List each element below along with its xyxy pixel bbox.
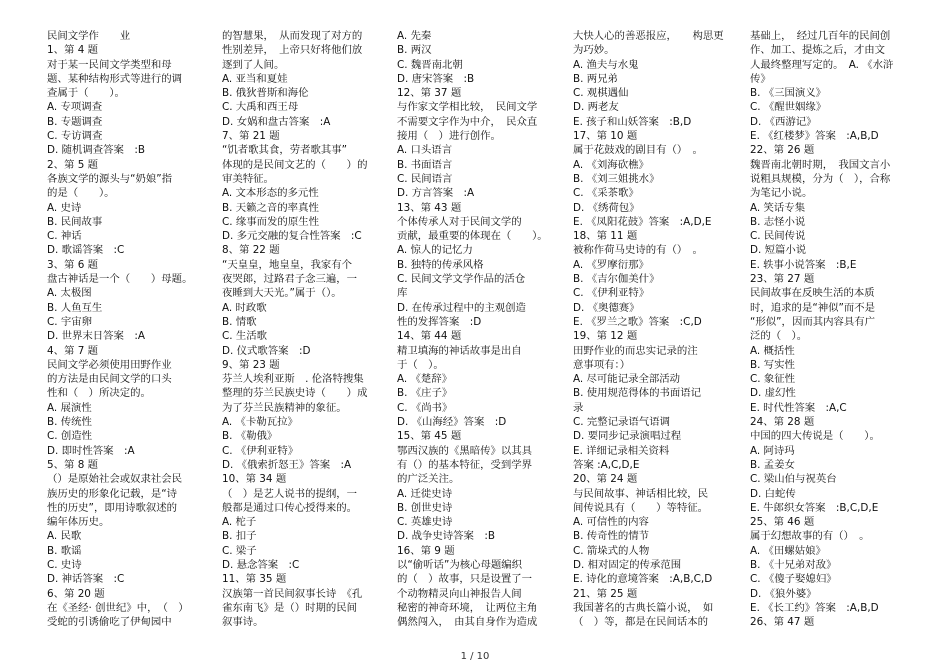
text-line: C. 《伊利亚特》 [222,444,299,457]
text-line: E. 牛郎织女答案 :B,C,D,E [750,501,879,514]
text-line: C. 神话 [47,230,82,243]
text-line: C. 《采茶歌》 [573,187,639,200]
text-line: 雀东南飞》是（）时期的民间 [222,601,358,614]
text-line: 1、第 4 题 [47,44,98,57]
text-line: 夜哭郎，过路君子念三遍，一 [222,273,358,286]
text-line: 查属于（ ）。 [47,87,125,100]
text-line: 19、第 12 题 [573,330,638,343]
text-line: C. 民间语言 [397,172,453,185]
text-line: B. 孟姜女 [750,458,795,471]
text-line: 11、第 35 题 [222,573,287,586]
text-line: B. 书面语言 [397,158,453,171]
text-line: B. 人鱼互生 [47,301,103,314]
text-line: 个体传承人对于民间文学的 [397,215,522,228]
text-line: A. 渔夫与水鬼 [573,58,639,71]
text-line: （ ）是艺人说书的提纲，一 [222,487,358,500]
text-line: 各族文学的源头与“奶娘”指 [47,172,173,185]
text-line: 6、第 20 题 [47,587,105,600]
text-line: 夜睡到大天光。”属于（）。 [222,287,342,300]
text-line: A. 可信性的内容 [573,516,649,529]
text-line: 逐到了人间。 [222,58,285,71]
text-line: D. 方言答案 :A [397,187,475,200]
text-line: E. 详细记录相关资料 [573,444,670,457]
text-line: 21、第 25 题 [573,587,638,600]
text-line: 间传说具有（ ）等特征。 [573,501,709,514]
text-line: D. 歌谣答案 :C [47,244,125,257]
text-line: B. 《十兄弟对敌》 [750,558,837,571]
text-line: A. 《楚辞》 [397,373,453,386]
text-line: 4、第 7 题 [47,344,98,357]
text-line: B. 两汉 [397,44,432,57]
text-line: B. 传统性 [47,416,92,429]
text-line: 的广泛关注。 [397,473,460,486]
text-line: 作、加工、提炼之后，才由文 [750,44,886,57]
text-line: （ ）等，都是在民间话本的 [573,616,709,629]
text-line: 编年体历史。 [47,516,110,529]
text-line: 22、第 26 题 [750,144,815,157]
text-line: C. 史诗 [47,558,82,571]
text-line: D. 在传承过程中的主观创造 [397,301,526,314]
text-line: 魏晋南北朝时期， 我国文言小 [750,158,891,171]
text-line: A. 亚当和夏娃 [222,72,288,85]
text-line: 于（ ）。 [397,358,444,371]
text-line: E. 《罗兰之歌》答案 :C,D [573,315,702,328]
text-line: 的是（ ）。 [47,187,115,200]
text-line: 性和（ ）所决定的。 [47,387,151,400]
text-line: C. 民间文学文学作品的活仓 [397,273,526,286]
text-line: 3、第 6 题 [47,258,98,271]
text-line: C. 《醒世姻缘》 [750,101,827,114]
text-line: B. 专题调查 [47,115,103,128]
text-line: A. 《卡勒瓦拉》 [222,416,298,429]
text-line: C. 缘事而发的原生性 [222,215,319,228]
text-line: 2、第 5 题 [47,158,98,171]
text-line: 17、第 10 题 [573,130,638,143]
text-line: 18、第 11 题 [573,230,638,243]
text-line: 15、第 45 题 [397,430,462,443]
text-line: 23、第 27 题 [750,273,815,286]
page-number: 1 / 10 [460,651,490,662]
text-line: 时，追求的是“神似”而不是 [750,301,876,314]
text-line: E. 时代性答案 :A,C [750,401,847,414]
text-line: 泛的（ ）。 [750,330,808,343]
text-line: C. 梁子 [222,544,257,557]
text-line: C. 生活歌 [222,330,268,343]
text-line: 的方法是由民间文学的口头 [47,373,172,386]
text-line: C. 完整记录语气语调 [573,416,670,429]
text-line: A. 惊人的记忆力 [397,244,473,257]
text-line: 7、第 21 题 [222,130,280,143]
text-line: C. 魏晋南北朝 [397,58,463,71]
text-line: 大快人心的善恶报应， 构思更 [573,30,724,42]
text-line: 叙事诗。 [222,616,264,629]
text-line: 秘密的神奇环境， 让两位主角 [397,601,538,614]
text-line: C. 《傻子娶媳妇》 [750,573,837,586]
text-line: D. 世界末日答案 :A [47,330,145,343]
text-line: 答案 :A,C,D,E [573,458,640,471]
text-line: D. 虚幻性 [750,387,796,400]
text-line: A. 专项调查 [47,101,103,114]
text-line: B. 情歌 [222,315,257,328]
text-line: E. 轶事小说答案 :B,E [750,258,857,271]
text-line: 性的历史”，即用诗歌叙述的 [47,501,178,514]
text-line: A. 口头语言 [397,144,453,157]
text-line: 的智慧果， 从而发现了对方的 [222,30,363,42]
text-line: D. 多元交融的复合性答案 :C [222,230,362,243]
text-line: E. 《凤阳花鼓》答案 :A,D,E [573,215,712,228]
text-line: 录 [573,401,584,414]
text-line: 基础上， 经过几百年的民间创 [750,30,891,42]
text-column-3 [397,29,563,629]
text-line: B. 使用规范得体的书面语记 [573,387,702,400]
text-line: 盘古神话是一个（ ）母题。 [47,273,193,286]
text-line: “形似”，因而其内容具有广 [750,315,876,328]
text-line: 不需要文字作为中介， 民众直 [397,115,538,128]
text-line: D. 随机调查答案 :B [47,144,145,157]
text-line: 5、第 8 题 [47,458,98,471]
text-line: B. 扣子 [222,530,257,543]
text-line: B. 民间故事 [47,215,103,228]
text-line: A. 《田螺姑娘》 [750,544,826,557]
text-line: D. 短篇小说 [750,244,807,257]
text-line: A. 史诗 [47,201,82,214]
text-line: D. 悬念答案 :C [222,558,300,571]
text-line: B. 歌谣 [47,544,82,557]
text-line: 为巧妙。 [573,44,615,57]
text-line: A. 迁徙史诗 [397,487,453,500]
text-line: 说粗具规模，分为（ ），合称 [750,172,891,185]
text-line: D. 《狼外婆》 [750,587,817,600]
text-line: “饥者歌其食，劳者歌其事” [222,144,348,157]
text-line: 在《圣经· 创世纪》中， （ ） [47,601,189,614]
text-line: 偶然闯入， 由其自身作为造成 [397,616,538,629]
text-line: C. 宇宙卵 [47,315,93,328]
text-line: C. 《尚书》 [397,401,453,414]
text-line: 中国的四大传说是（ ）。 [750,430,880,443]
text-line: 族历史的形象化记载，是“诗 [47,487,178,500]
text-line: B. 写实性 [750,358,795,371]
text-line: D. 《绣荷包》 [573,201,640,214]
text-line: A. 时政歌 [222,301,267,314]
text-line: 库 [397,287,408,300]
text-line: 16、第 9 题 [397,544,455,557]
text-line: B. 天籁之音的率真性 [222,201,319,214]
text-line: A. 太极图 [47,287,92,300]
text-line: 26、第 47 题 [750,616,815,629]
text-line: A. 阿诗玛 [750,444,795,457]
text-line: C. 梁山伯与祝英台 [750,473,837,486]
text-line: 与民间故事、神话相比较，民 [573,487,709,500]
text-line: 20、第 24 题 [573,473,638,486]
text-line: A. 概括性 [750,344,795,357]
text-column-4 [573,29,739,629]
text-line: D. 《西游记》 [750,115,817,128]
text-line: C. 创造性 [47,430,93,443]
text-line: B. 两兄弟 [573,72,618,85]
text-line: E. 《长工约》答案 :A,B,D [750,601,879,614]
text-line: 民间文学作 业 [47,30,131,42]
text-line: 贡献，最重要的体现在（ ）。 [397,230,548,243]
text-line: E. 《红楼梦》答案 :A,B,D [750,130,879,143]
text-line: 整理的芬兰民族史诗（ ）成 [222,387,368,400]
text-column-1 [47,29,213,629]
text-line: 芬兰人埃利亚斯 . 伦洛特搜集 [222,373,364,386]
text-line: 汉族第一首民间叙事长诗 《孔 [222,587,363,600]
text-line: A. 笑话专集 [750,201,806,214]
text-line: A. 先秦 [397,30,432,42]
text-line: B. 《刘三姐挑水》 [573,172,660,185]
text-line: 为笔记小说。 [750,187,813,200]
text-line: D. 相对固定的传承范围 [573,558,682,571]
text-line: 属于花鼓戏的剧目有（） 。 [573,144,703,157]
text-line: 14、第 44 题 [397,330,462,343]
text-line: D. 战争史诗答案 :B [397,530,495,543]
text-line: A. 《罗摩衍那》 [573,258,649,271]
text-column-5 [750,29,916,629]
text-line: D. 女娲和盘古答案 :A [222,115,331,128]
text-line: B. 独特的传承风格 [397,258,484,271]
text-line: 性别差异， 上帝只好将他们放 [222,44,363,57]
text-line: A. 展演性 [47,401,92,414]
text-line: A. 《刘海砍樵》 [573,158,649,171]
text-line: 13、第 43 题 [397,201,462,214]
text-line: B. 《勒俄》 [222,430,278,443]
text-line: D. 白蛇传 [750,487,796,500]
text-line: 精卫填海的神话故事是出自 [397,344,522,357]
text-line: 体现的是民间文艺的（ ）的 [222,158,368,171]
text-line: C. 大禹和西王母 [222,101,299,114]
text-line: B. 传奇性的情节 [573,530,650,543]
text-line: D. 仪式歌答案 :D [222,344,311,357]
text-line: 有（）的基本特征，受到学界 [397,458,533,471]
text-line: D. 要同步记录演唱过程 [573,430,682,443]
text-line: 民间文学必须使用田野作业 [47,358,172,371]
text-line: 属于幻想故事的有（） 。 [750,530,870,543]
text-line: 受蛇的引诱偷吃了伊甸园中 [47,616,172,629]
text-line: 我国著名的古典长篇小说， 如 [573,601,714,614]
text-line: 对于某一民间文学类型和母 [47,58,172,71]
text-line: C. 箭垛式的人物 [573,544,650,557]
text-line: 以“偷听话”为核心母题编织 [397,558,523,571]
text-line: 审美特征。 [222,172,274,185]
text-line: C. 英雄史诗 [397,516,453,529]
text-line: B. 《三国演义》 [750,87,827,100]
text-line: 10、第 34 题 [222,473,287,486]
text-line: （）是原始社会或奴隶社会民 [47,473,183,486]
text-line: 人最终整理写定的。 A. 《水浒 [750,58,894,71]
text-line: C. 专访调查 [47,130,103,143]
text-line: 般都是通过口传心授得来的。 [222,501,358,514]
text-line: 被称作荷马史诗的有（） 。 [573,244,703,257]
text-line: B. 《吉尔伽美什》 [573,273,660,286]
text-line: 12、第 37 题 [397,87,462,100]
text-line: C. 《伊利亚特》 [573,287,650,300]
text-line: D. 唐宋答案 :B [397,72,475,85]
text-line: A. 民歌 [47,530,82,543]
text-line: 为了芬兰民族精神的象征。 [222,401,347,414]
text-line: A. 柁子 [222,516,257,529]
text-line: “天皇皇，地皇皇，我家有个 [222,258,353,271]
text-column-2 [222,29,388,629]
text-line: B. 创世史诗 [397,501,453,514]
text-line: 25、第 46 题 [750,516,815,529]
text-line: D. 《山海经》答案 :D [397,416,507,429]
text-line: D. 《俄索折怒王》答案 :A [222,458,352,471]
text-line: 传》 [750,72,771,85]
text-line: 田野作业的而忠实记录的注 [573,344,698,357]
text-line: E. 诗化的意境答案 :A,B,C,D [573,573,713,586]
text-line: E. 孩子和山妖答案 :B,D [573,115,692,128]
text-line: 意事项有：） [573,358,631,371]
text-line: 24、第 28 题 [750,416,815,429]
text-line: D. 神话答案 :C [47,573,125,586]
text-line: 8、第 22 题 [222,244,280,257]
text-line: D. 《奥德赛》 [573,301,640,314]
text-line: 接用（ ）进行创作。 [397,130,501,143]
text-line: C. 象征性 [750,373,796,386]
text-line: 性的发挥答案 :D [397,315,482,328]
text-line: 个动物精灵向山神报告人间 [397,587,522,600]
text-line: 9、第 23 题 [222,358,280,371]
text-line: B. 《庄子》 [397,387,453,400]
text-line: 的（ ）故事，只是设置了一 [397,573,533,586]
text-line: 鄂西汉族的《黑暗传》以其具 [397,444,533,457]
text-line: 民间故事在反映生活的本质 [750,287,875,300]
text-line: 题、某种结构形式等进行的调 [47,72,183,85]
text-line: A. 文本形态的多元性 [222,187,319,200]
text-line: D. 即时性答案 :A [47,444,135,457]
text-line: A. 尽可能记录全部活动 [573,373,681,386]
text-line: C. 观棋遇仙 [573,87,629,100]
text-line: C. 民间传说 [750,230,806,243]
text-line: B. 俄狄普斯和海伦 [222,87,309,100]
text-line: D. 两老友 [573,101,619,114]
text-line: B. 志怪小说 [750,215,806,228]
text-line: 与作家文学相比较， 民间文学 [397,101,538,114]
